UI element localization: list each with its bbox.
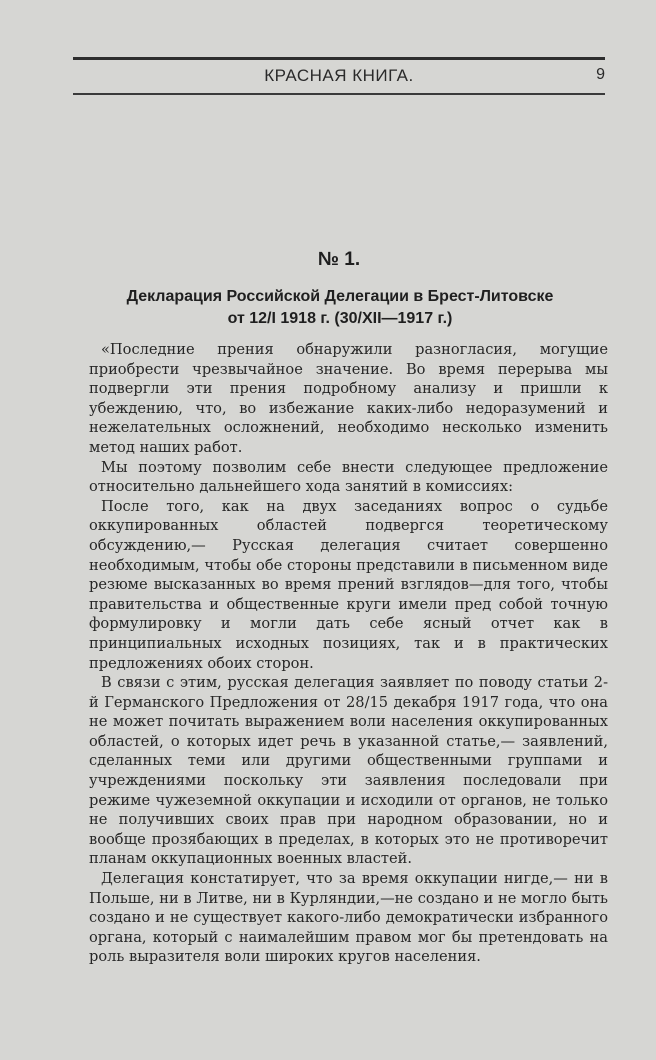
paragraph: Делегация констатирует, что за время оккупации нигде,— ни в Польше, ни в Литве, ни в Курляндии,—не создано и не могло быть создано и не существует какого-либо демократически избранного органа, который с наималейшим правом мог бы претендовать на роль выразителя воли широких кругов населения. — [89, 870, 608, 966]
document-body — [89, 340, 608, 967]
document-title-line-1: Декларация Российской Делегации в Брест-Литовске — [126, 288, 554, 305]
page-number: 9 — [596, 66, 605, 83]
header-bottom-rule — [73, 93, 605, 95]
document-title-line-2: от 12/I 1918 г. (30/XII—1917 г.) — [227, 310, 453, 327]
paragraph: В связи с этим, русская делегация заявляет по поводу статьи 2-й Германского Предложения от 28/15 декабря 1917 года, что она не может почитать выражением воли населения оккупированных областей, о которых идет речь в указанной статье,— заявлений, сделанных теми или другими общественными группами и учреждениями поскольку эти заявления последовали при режиме чужеземной оккупации и исходили от органов, не только не получивших своих прав при народном образовании, но и вообще прозябающих в пределах, в которых это не противоречит планам оккупационных военных властей. — [89, 674, 608, 868]
header-top-rule — [73, 57, 605, 60]
paragraph: «Последние прения обнаружили разногласия, могущие приобрести чрезвычайное значение. Во время перерыва мы подвергли эти прения подробному анализу и пришли к убеждению, что, во избежание каких-либо недоразумений и нежелательных осложнений, необходимо несколько изменить метод наших работ. — [89, 341, 608, 456]
document-number: № 1. — [317, 249, 361, 270]
paragraph: После того, как на двух заседаниях вопрос о судьбе оккупированных областей подвергся теоретическому обсуждению,— Русская делегация считает совершенно необходимым, чтобы обе стороны представили в письменном виде резюме высказанных во время прений взглядов—для того, чтобы правительства и общественные круги имели пред собой точную формулировку и могли дать себе ясный отчет как в принципиальных исходных позициях, так и в практических предложениях обоих сторон. — [89, 497, 608, 672]
running-title: КРАСНАЯ КНИГА. — [264, 66, 414, 85]
paragraph: Мы поэтому позволим себе внести следующее предложение относительно дальнейшего хода занятий в комиссиях: — [89, 458, 608, 496]
document-title — [90, 286, 590, 330]
